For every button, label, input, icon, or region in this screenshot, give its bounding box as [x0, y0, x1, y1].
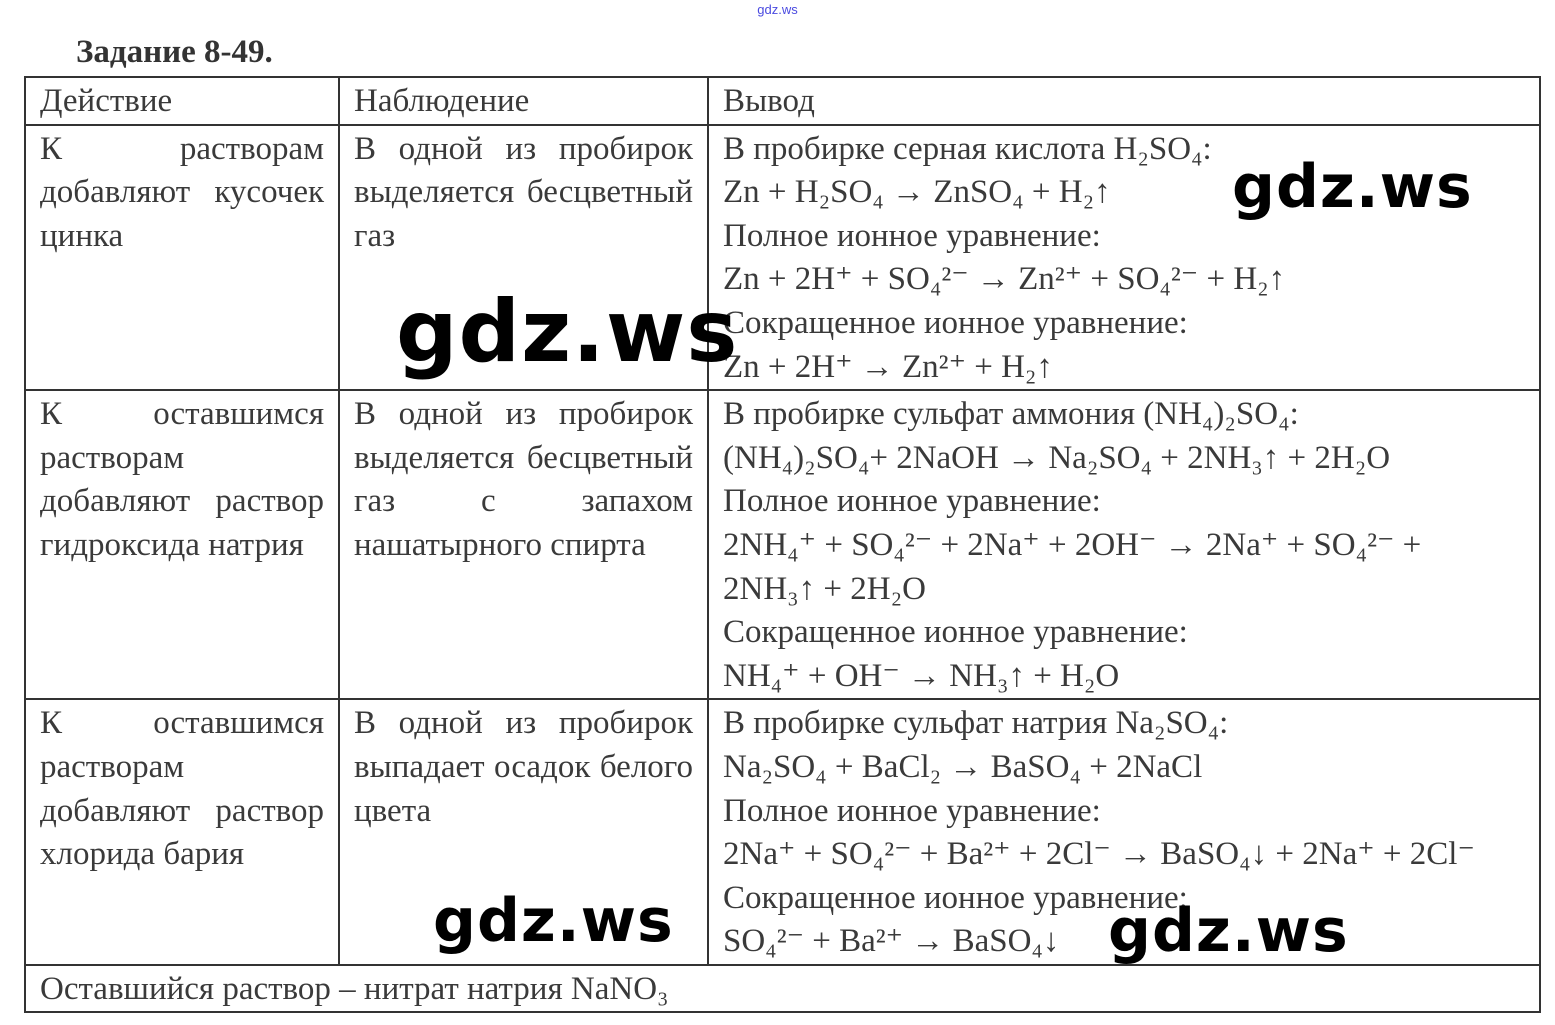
action-cell: К растворам добавляют кусочек цинка: [25, 125, 339, 391]
conclusion-line: В пробирке сульфат аммония (NH₄)₂SO₄:: [723, 396, 1299, 433]
action-cell: К оставшимся растворам добавляют раствор хлорида бария: [25, 699, 339, 965]
action-cell: К оставшимся растворам добавляют раствор гидроксида натрия: [25, 390, 339, 699]
conclusion-line: В пробирке серная кислота H₂SO₄:: [723, 130, 1212, 167]
watermark: gdz.ws: [1108, 896, 1349, 966]
conclusion-line: Сокращенное ионное уравнение:: [723, 304, 1188, 341]
conclusion-line: Zn + 2H⁺ → Zn²⁺ + H₂↑: [723, 348, 1053, 385]
conclusion-line: Zn + H₂SO₄ → ZnSO₄ + H₂↑: [723, 174, 1111, 211]
observation-cell: В одной из пробирок выпадает осадок белого цвета: [339, 699, 708, 965]
conclusion-line: SO₄²⁻ + Ba²⁺ → BaSO₄↓: [723, 923, 1060, 960]
table-row: [25, 390, 1540, 699]
conclusion-line: Полное ионное уравнение:: [723, 792, 1101, 829]
watermark: gdz.ws: [433, 886, 674, 956]
conclusion-cell: [708, 390, 1540, 699]
footer-cell: Оставшийся раствор – нитрат натрия NaNO₃: [25, 965, 1540, 1013]
task-title: Задание 8-49.: [76, 34, 273, 70]
header-conclusion: Вывод: [708, 77, 1540, 125]
conclusion-line: В пробирке сульфат натрия Na₂SO₄:: [723, 705, 1229, 742]
watermark: gdz.ws: [1232, 152, 1473, 222]
conclusion-line: 2NH₄⁺ + SO₄²⁻ + 2Na⁺ + 2OH⁻ → 2Na⁺ + SO₄²⁻ +: [723, 526, 1422, 563]
table-footer-row: [25, 965, 1540, 1013]
observation-cell: В одной из пробирок выделяется бесцветный газ с запахом нашатырного спирта: [339, 390, 708, 699]
conclusion-line: Сокращенное ионное уравнение:: [723, 614, 1188, 651]
conclusion-line: Сокращенное ионное уравнение:: [723, 879, 1188, 916]
header-action: Действие: [25, 77, 339, 125]
watermark: gdz.ws: [396, 282, 739, 382]
conclusion-line: (NH₄)₂SO₄+ 2NaOH → Na₂SO₄ + 2NH₃↑ + 2H₂O: [723, 439, 1391, 476]
observation-cell: В одной из пробирок выделяется бесцветный газ: [339, 125, 708, 391]
site-label[interactable]: gdz.ws: [757, 2, 798, 17]
conclusion-line: Полное ионное уравнение:: [723, 217, 1101, 254]
conclusion-line: Полное ионное уравнение:: [723, 483, 1101, 520]
conclusion-line: Na₂SO₄ + BaCl₂ → BaSO₄ + 2NaCl: [723, 748, 1203, 785]
conclusion-line: 2NH₃↑ + 2H₂O: [723, 570, 926, 607]
conclusion-line: 2Na⁺ + SO₄²⁻ + Ba²⁺ + 2Cl⁻ → BaSO₄↓ + 2Na⁺ + 2Cl⁻: [723, 836, 1475, 873]
conclusion-line: NH₄⁺ + OH⁻ → NH₃↑ + H₂O: [723, 657, 1120, 694]
header-observation: Наблюдение: [339, 77, 708, 125]
conclusion-line: Zn + 2H⁺ + SO₄²⁻ → Zn²⁺ + SO₄²⁻ + H₂↑: [723, 261, 1286, 298]
table-header-row: [25, 77, 1540, 125]
